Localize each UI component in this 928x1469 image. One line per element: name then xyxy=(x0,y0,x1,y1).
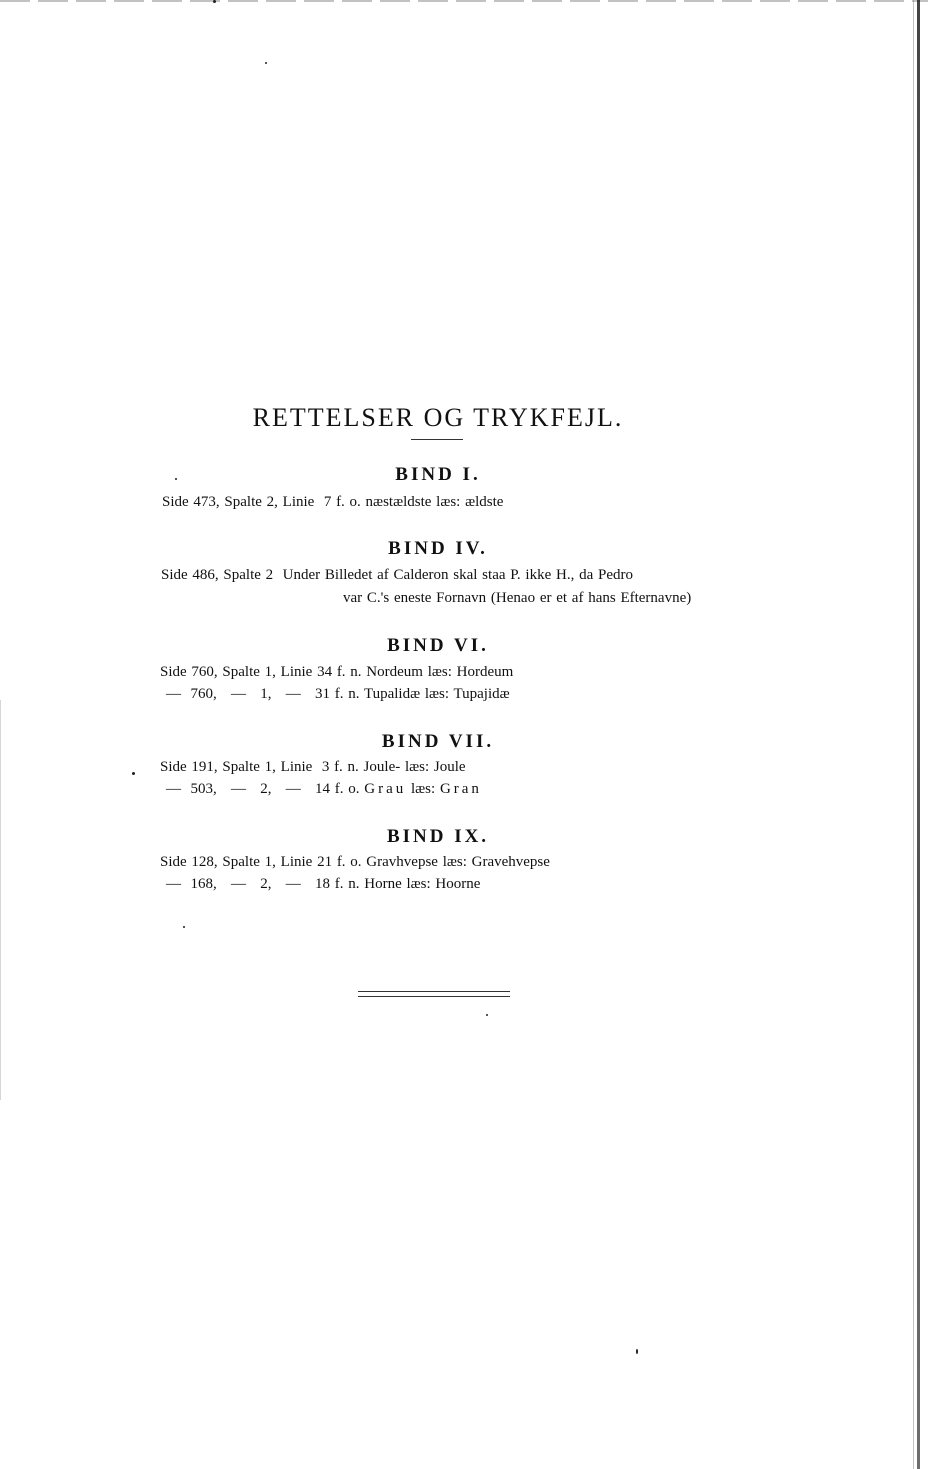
bind-7-read-label: læs: xyxy=(406,781,440,797)
closing-double-rule xyxy=(358,991,510,997)
bind-4-heading: BIND IV. xyxy=(388,538,488,559)
scan-speck xyxy=(132,772,135,775)
bind-9-line-2: — 168, — 2, — 18 f. n. Horne læs: Hoorne xyxy=(166,876,481,892)
scan-edge-right-inner xyxy=(913,0,914,1469)
bind-9-line-1: Side 128, Spalte 1, Linie 21 f. o. Gravhvepse læs: Gravehvepse xyxy=(160,854,550,870)
bind-7-heading: BIND VII. xyxy=(381,731,495,752)
scan-speck xyxy=(213,0,216,3)
scan-edge-left xyxy=(0,700,1,1100)
scan-edge-right xyxy=(917,0,920,1469)
scan-speck xyxy=(183,926,185,928)
scan-edge-top xyxy=(0,0,928,2)
bind-7-line-2 xyxy=(166,781,482,798)
scan-speck xyxy=(265,62,267,64)
bind-6-heading: BIND VI. xyxy=(387,635,489,656)
bind-9-heading: BIND IX. xyxy=(386,826,490,847)
bind-7-correct-word: Gran xyxy=(439,781,482,797)
bind-7-line-2-ref: — 503, — 2, — 14 f. o. xyxy=(166,781,365,797)
scan-speck xyxy=(486,1014,488,1016)
bind-6-line-2: — 760, — 1, — 31 f. n. Tupalidæ læs: Tupajidæ xyxy=(166,686,510,702)
bind-7-wrong-word: Grau xyxy=(364,781,407,797)
page-title: RETTELSER OG TRYKFEJL. xyxy=(252,403,624,433)
title-rule xyxy=(411,439,463,440)
bind-4-line-2: var C.'s eneste Fornavn (Henao er et af hans Efternavne) xyxy=(343,590,692,606)
bind-1-line-1: Side 473, Spalte 2, Linie 7 f. o. næstældste læs: ældste xyxy=(162,494,504,510)
bind-4-line-1: Side 486, Spalte 2 Under Billedet af Calderon skal staa P. ikke H., da Pedro xyxy=(161,567,633,583)
scan-speck xyxy=(636,1349,638,1354)
bind-1-heading: BIND I. xyxy=(395,464,481,485)
bind-7-line-1: Side 191, Spalte 1, Linie 3 f. n. Joule- læs: Joule xyxy=(160,759,466,775)
bind-6-line-1: Side 760, Spalte 1, Linie 34 f. n. Nordeum læs: Hordeum xyxy=(160,664,514,680)
